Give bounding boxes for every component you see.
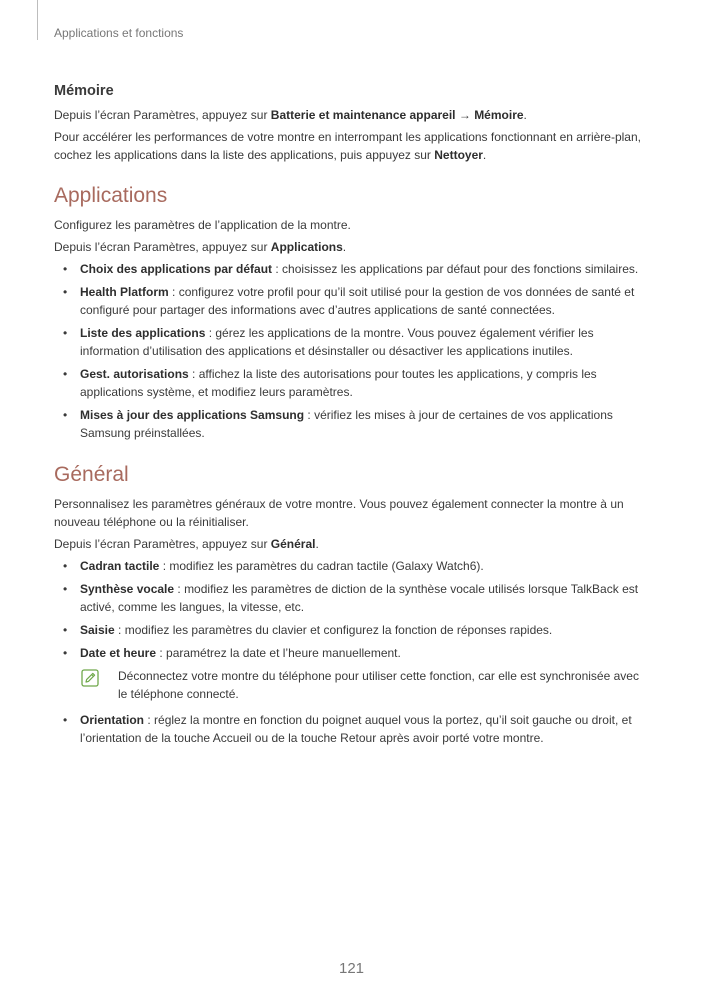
list-item: • Choix des applications par défaut : choisissez les applications par défaut pour des fonctions similaires. (54, 260, 648, 278)
note-text: Déconnectez votre montre du téléphone pour utiliser cette fonction, car elle est synchronisée avec le téléphone connecté. (118, 669, 639, 701)
general-path: Depuis l’écran Paramètres, appuyez sur Général. (54, 537, 319, 551)
memoire-description: Pour accélérer les performances de votre montre en interrompant les applications fonctionnant en arrière-plan, cochez les applications dans la liste des applications, puis appuyez sur Nettoyer. (54, 130, 641, 162)
list-item: • Cadran tactile : modifiez les paramètres du cadran tactile (Galaxy Watch6). (54, 557, 648, 575)
general-list-continued (54, 711, 648, 747)
list-item: • Mises à jour des applications Samsung : vérifiez les mises à jour de certaines de vos applications Samsung préinstallées. (54, 406, 648, 442)
running-head: Applications et fonctions (54, 26, 184, 40)
note-block (54, 667, 648, 703)
list-item: • Orientation : réglez la montre en fonction du poignet auquel vous la portez, qu’il soit gauche ou droit, et l’orientation de la touche Accueil ou de la touche Retour après avoir porté votre montre. (54, 711, 648, 747)
list-item: • Health Platform : configurez votre profil pour qu’il soit utilisé pour la gestion de vos données de santé et configuré pour partager des informations avec d’autres applications de santé connectées. (54, 283, 648, 319)
list-item: • Gest. autorisations : affichez la liste des autorisations pour toutes les applications, y compris les applications système, et modifiez leurs paramètres. (54, 365, 648, 401)
applications-intro: Configurez les paramètres de l’application de la montre. (54, 218, 351, 232)
page-content (54, 80, 648, 752)
applications-title: Applications (54, 184, 168, 207)
general-title: Général (54, 463, 129, 486)
applications-list (54, 260, 648, 442)
list-item: • Liste des applications : gérez les applications de la montre. Vous pouvez également vérifier les information d’utilisation des applications et désinstaller ou désactiver les applications inutiles. (54, 324, 648, 360)
memoire-path: Depuis l’écran Paramètres, appuyez sur Batterie et maintenance appareil → Mémoire. (54, 108, 527, 122)
note-icon (81, 669, 99, 687)
list-item: • Synthèse vocale : modifiez les paramètres de diction de la synthèse vocale utilisés lorsque TalkBack est activé, comme les langues, la vitesse, etc. (54, 580, 648, 616)
applications-path: Depuis l’écran Paramètres, appuyez sur Applications. (54, 240, 347, 254)
page-number: 121 (338, 960, 365, 977)
header-rule (37, 0, 38, 40)
general-list (54, 557, 648, 662)
general-intro: Personnalisez les paramètres généraux de votre montre. Vous pouvez également connecter la montre à un nouveau téléphone ou la réinitialiser. (54, 497, 624, 529)
memoire-title: Mémoire (54, 83, 114, 99)
list-item: • Date et heure : paramétrez la date et l’heure manuellement. (54, 644, 648, 662)
list-item: • Saisie : modifiez les paramètres du clavier et configurez la fonction de réponses rapides. (54, 621, 648, 639)
